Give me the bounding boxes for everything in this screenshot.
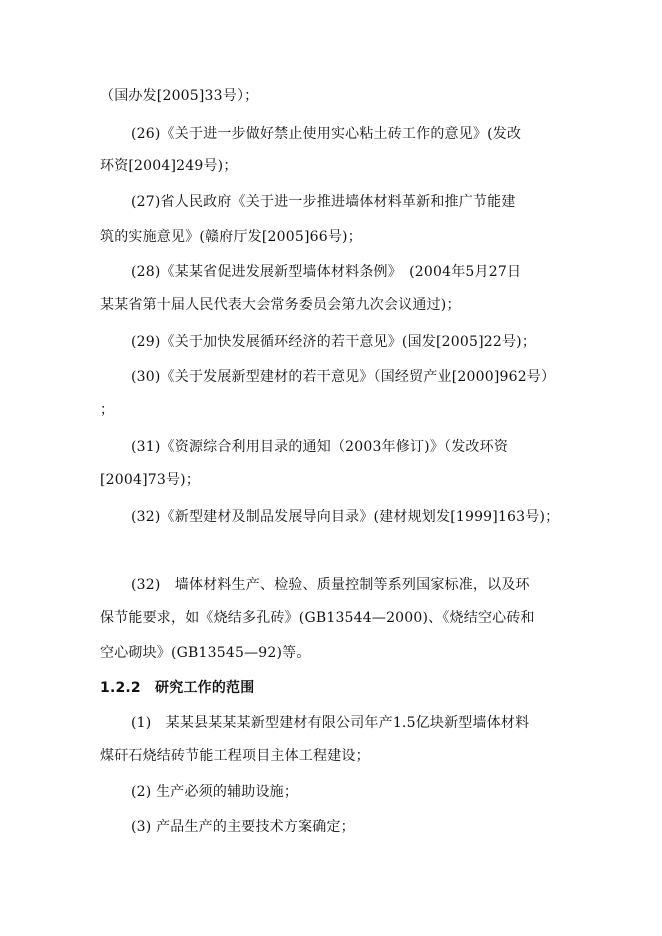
text-line: (31)《资源综合利用目录的通知（2003年修订)》（发改环资: [131, 439, 509, 455]
text-line: (26)《关于进一步做好禁止使用实心粘土砖工作的意见》(发改: [131, 126, 522, 142]
text-line: (28)《某某省促进发展新型墙体材料条例》 (2004年5月27日: [131, 264, 522, 280]
text-line: (32) 墙体材料生产、检验、质量控制等系列国家标准，以及环: [131, 577, 530, 593]
text-line: (1) 某某县某某某新型建材有限公司年产1.5亿块新型墙体材料: [131, 715, 530, 731]
text-line: （国办发[2005]33号）；: [100, 88, 259, 104]
text-line: (30)《关于发展新型建材的若干意见》（国经贸产业[2000]962号）: [131, 369, 556, 385]
text-line: (27)省人民政府《关于进一步推进墙体材料革新和推广节能建: [131, 194, 516, 210]
text-line: (29)《关于加快发展循环经济的若干意见》(国发[2005]22号)；: [131, 334, 537, 350]
section-heading: 1.2.2 研究工作的范围: [100, 680, 255, 696]
text-line: (2) 生产必须的辅助设施；: [131, 784, 299, 800]
text-line: 某某省第十届人民代表大会常务委员会第九次会议通过)；: [100, 297, 461, 313]
text-line: 筑的实施意见》(赣府厅发[2005]66号)；: [100, 229, 362, 245]
text-line: 空心砌块》(GB13545—92)等。: [100, 645, 311, 661]
text-line: (32)《新型建材及制品发展导向目录》(建材规划发[1999]163号)；: [131, 509, 560, 525]
text-line: 煤矸石烧结砖节能工程项目主体工程建设；: [100, 748, 370, 764]
text-line: 环资[2004]249号)；: [100, 158, 238, 174]
text-line: 保节能要求，如《烧结多孔砖》(GB13544—2000)、《烧结空心砖和: [100, 610, 535, 626]
text-line: ；: [100, 402, 115, 418]
text-line: [2004]73号)；: [100, 472, 201, 488]
text-line: (3) 产品生产的主要技术方案确定；: [131, 819, 355, 835]
